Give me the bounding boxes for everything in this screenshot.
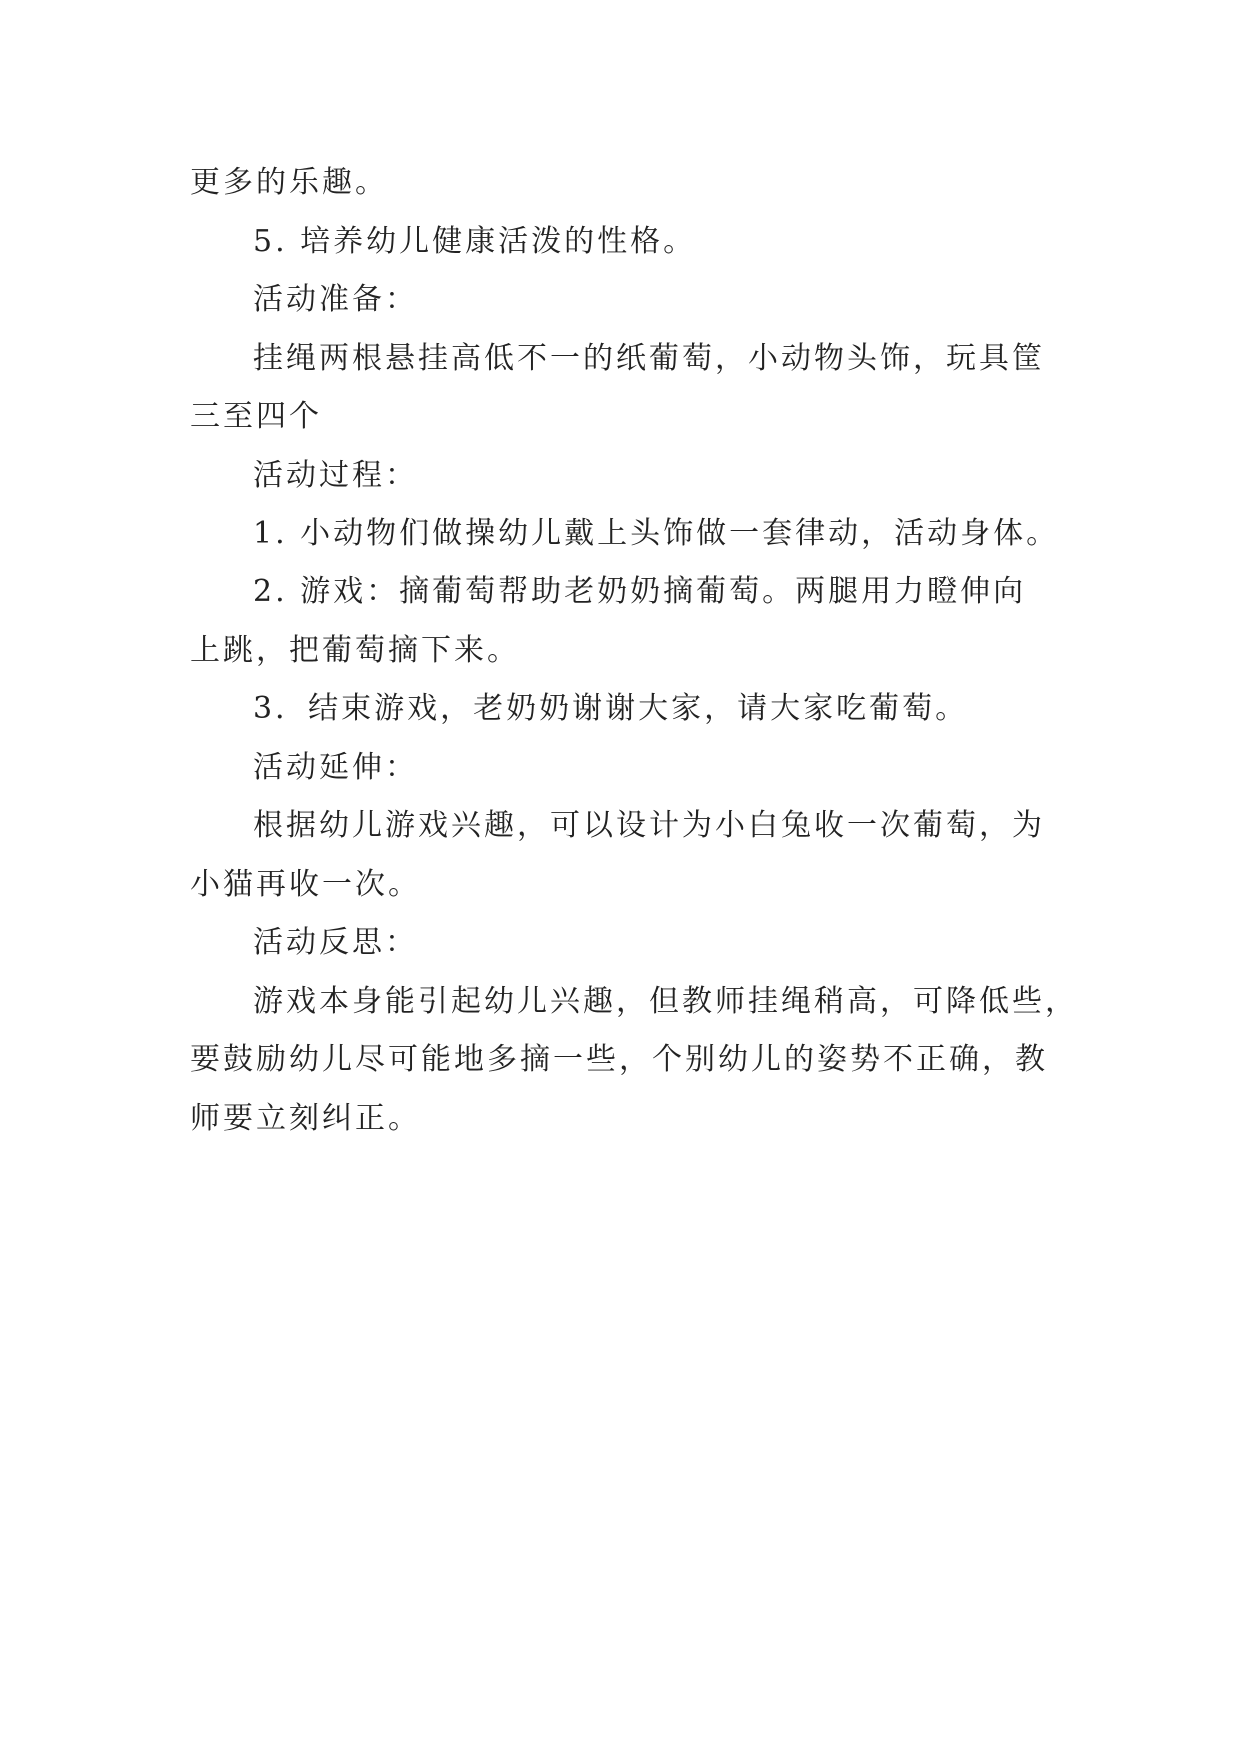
text-line: 要鼓励幼儿尽可能地多摘一些，个别幼儿的姿势不正确，教 [190, 1042, 1048, 1077]
section-heading: 活动过程： [253, 458, 418, 493]
text-line: 更多的乐趣。 [190, 165, 388, 200]
text-line: 小猫再收一次。 [190, 867, 421, 902]
text-line: 师要立刻纠正。 [190, 1101, 421, 1136]
section-heading: 活动延伸： [253, 750, 418, 785]
text-line: 三至四个 [190, 399, 322, 434]
text-line: 挂绳两根悬挂高低不一的纸葡萄，小动物头饰，玩具筐 [253, 341, 1045, 376]
text-line: 上跳，把葡萄摘下来。 [190, 633, 520, 668]
section-heading: 活动反思： [253, 925, 418, 960]
text-line: 2. 游戏：摘葡萄帮助老奶奶摘葡萄。两腿用力瞪伸向 [253, 574, 1027, 609]
text-line: 5. 培养幼儿健康活泼的性格。 [253, 224, 697, 259]
text-line: 根据幼儿游戏兴趣，可以设计为小白兔收一次葡萄，为 [253, 808, 1045, 843]
text-line: 游戏本身能引起幼儿兴趣，但教师挂绳稍高，可降低些， [253, 984, 1078, 1019]
text-line: 1. 小动物们做操幼儿戴上头饰做一套律动，活动身体。 [253, 516, 1060, 551]
text-line: 3．结束游戏，老奶奶谢谢大家，请大家吃葡萄。 [253, 691, 969, 726]
section-heading: 活动准备： [253, 282, 418, 317]
